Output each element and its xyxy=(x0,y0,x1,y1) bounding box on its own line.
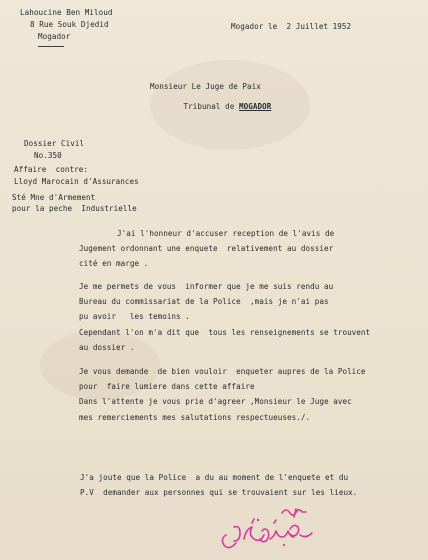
dossier-number: No.350 xyxy=(34,151,62,160)
affaire-party2-line2: pour la peche Industrielle xyxy=(12,204,137,213)
recipient-tribunal xyxy=(165,95,271,118)
postscript-line: P.V demander aux personnes qui se trouvaient sur les lieux. xyxy=(80,488,358,497)
body-line: mes remerciements mes salutations respectueuses./. xyxy=(79,413,311,422)
body-line: pu avoir les temoins . xyxy=(79,312,190,321)
body-line: Bureau du commissariat de la Police ,mais je n'ai pas xyxy=(79,297,329,306)
body-line: Jugement ordonnant une enquete relativement au dossier xyxy=(79,244,334,253)
place-date: Mogador le 2 Juillet 1952 xyxy=(231,22,352,31)
body-line: J'ai l'honneur d'accuser reception de l'avis de xyxy=(117,229,335,238)
dossier-label: Dossier Civil xyxy=(24,139,85,148)
body-line: Dans l'attente je vous prie d'agreer ,Monsieur le Juge avec xyxy=(79,397,352,406)
sender-address: 8 Rue Souk Djedid xyxy=(30,20,109,29)
sender-name: Lahoucine Ben Miloud xyxy=(20,8,113,17)
body-line: Je vous demande de bien vouloir enqueter aupres de la Police xyxy=(79,367,366,376)
affaire-party1: Lloyd Marocain d'Assurances xyxy=(14,177,139,186)
tribunal-prefix: Tribunal de xyxy=(183,101,239,111)
affaire-label: Affaire contre: xyxy=(14,165,88,174)
sender-city: Mogador xyxy=(38,32,71,41)
handwritten-signature xyxy=(212,505,322,553)
body-line: pour faire lumiere dans cette affaire xyxy=(79,382,255,391)
sender-underline xyxy=(38,46,64,47)
body-line: au dossier . xyxy=(79,343,135,352)
postscript-line: J'a joute que la Police a du au moment de l'enquete et du xyxy=(80,473,349,482)
tribunal-city: MOGADOR xyxy=(238,101,272,111)
affaire-party2-line1: Sté Mne d'Armement xyxy=(12,193,96,202)
body-line: cité en marge . xyxy=(79,259,149,268)
recipient-title: Monsieur Le Juge de Paix xyxy=(150,82,261,91)
body-line: Cependant l'on m'a dit que tous les renseignements se trouvent xyxy=(79,328,371,337)
body-line: Je me permets de vous informer que je me suis rendu au xyxy=(79,282,334,291)
